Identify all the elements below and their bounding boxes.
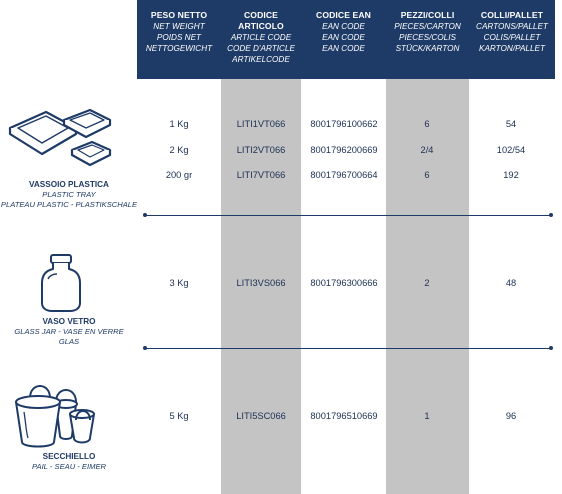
- header-col-pallet: [469, 10, 555, 54]
- header-translation: EAN CODE: [322, 22, 365, 31]
- cell-pieces: 2: [424, 278, 430, 288]
- product-title: SECCHIELLO: [42, 452, 96, 461]
- header-title: PEZZI/COLLI: [400, 10, 455, 20]
- product-title: VASO VETRO: [42, 317, 96, 326]
- cell-article-code: LITI3VS066: [236, 278, 286, 288]
- product-subtitle: GLAS: [58, 337, 80, 346]
- cell-pieces: 2/4: [420, 145, 434, 155]
- header-translation: ARTICLE CODE: [230, 33, 292, 42]
- cell-pallet: 96: [505, 411, 517, 421]
- header-translation: PIECES/CARTON: [394, 22, 461, 31]
- product-subtitle: PLATEAU PLASTIC - PLASTIKSCHALE: [0, 200, 138, 209]
- product-label-pail: [0, 452, 138, 472]
- product-title: VASSOIO PLASTICA: [29, 180, 109, 189]
- cell-ean: 8001796300666: [310, 278, 378, 288]
- cell-weight: 200 gr: [165, 170, 193, 180]
- product-subtitle: PAIL - SEAU - EIMER: [32, 462, 106, 471]
- header-translation: CARTONS/PALLET: [476, 22, 548, 31]
- cell-pieces: 1: [424, 411, 430, 421]
- product-label-glass-jar: [0, 317, 138, 347]
- header-translation: COLIS/PALLET: [483, 33, 541, 42]
- header-col-weight: [137, 10, 221, 54]
- plastic-tray-icon: [6, 106, 114, 168]
- header-title: COLLI/PALLET: [480, 10, 544, 20]
- header-translation: CODE D'ARTICLE: [227, 44, 295, 53]
- header-title: CODICE EAN: [316, 10, 371, 20]
- header-translation: NET WEIGHT: [153, 22, 205, 31]
- cell-ean: 8001796510669: [310, 411, 378, 421]
- cell-ean: 8001796700664: [310, 170, 378, 180]
- cell-pieces: 6: [424, 170, 430, 180]
- glass-jar-icon: [38, 253, 84, 313]
- pail-icon: [10, 378, 98, 450]
- cell-article-code: LITI5SC066: [236, 411, 286, 421]
- header-col-article-code: [221, 10, 301, 65]
- header-translation: ARTIKELCODE: [232, 55, 290, 64]
- cell-pallet: 54: [505, 119, 517, 129]
- cell-pallet: 102/54: [496, 145, 526, 155]
- cell-weight: 3 Kg: [169, 278, 189, 288]
- cell-ean: 8001796200669: [310, 145, 378, 155]
- header-title: CODICE ARTICOLO: [238, 10, 284, 31]
- product-label-plastic-tray: [0, 180, 138, 210]
- header-translation: EAN CODE: [322, 44, 365, 53]
- cell-weight: 1 Kg: [169, 119, 189, 129]
- header-translation: KARTON/PALLET: [479, 44, 545, 53]
- header-translation: PIECES/COLIS: [399, 33, 456, 42]
- product-subtitle: PLASTIC TRAY: [42, 190, 96, 199]
- header-translation: EAN CODE: [322, 33, 365, 42]
- section-divider: [145, 215, 551, 216]
- section-divider: [145, 348, 551, 349]
- header-translation: STÜCK/KARTON: [395, 44, 460, 53]
- cell-ean: 8001796100662: [310, 119, 378, 129]
- cell-article-code: LITI2VT066: [236, 145, 286, 155]
- cell-article-code: LITI7VT066: [236, 170, 286, 180]
- cell-weight: 5 Kg: [169, 411, 189, 421]
- product-subtitle: GLASS JAR - VASE EN VERRE: [14, 327, 124, 336]
- cell-article-code: LITI1VT066: [236, 119, 286, 129]
- header-col-ean: [301, 10, 386, 54]
- header-translation: POIDS NET: [156, 33, 202, 42]
- cell-pallet: 192: [503, 170, 519, 180]
- header-translation: NETTOGEWICHT: [145, 44, 213, 53]
- cell-pieces: 6: [424, 119, 430, 129]
- cell-weight: 2 Kg: [169, 145, 189, 155]
- header-title: PESO NETTO: [150, 10, 208, 20]
- header-col-pieces: [386, 10, 469, 54]
- cell-pallet: 48: [505, 278, 517, 288]
